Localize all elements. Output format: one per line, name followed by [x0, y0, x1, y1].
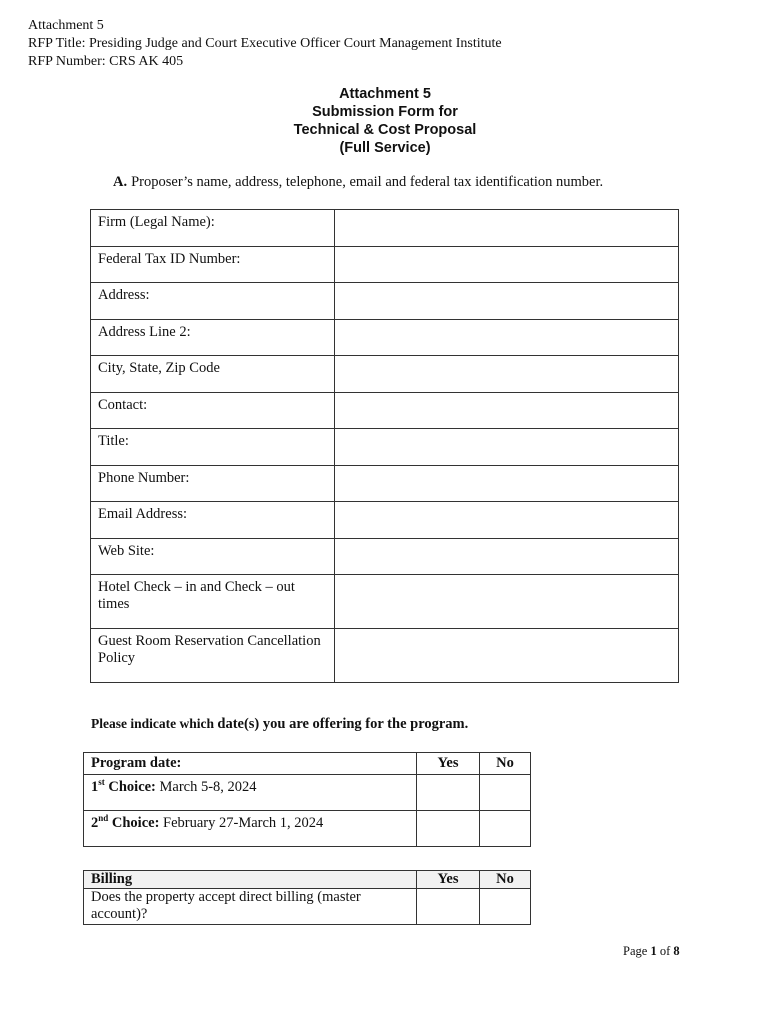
firm-name-field[interactable] — [335, 210, 679, 247]
no-header: No — [480, 753, 531, 775]
yes-header: Yes — [417, 753, 480, 775]
table-row — [91, 629, 679, 683]
form-title — [0, 85, 770, 157]
header-attachment: Attachment 5 — [28, 18, 104, 33]
phone-field[interactable] — [335, 466, 679, 502]
header-rfp-title: RFP Title: Presiding Judge and Court Executive Officer Court Management Institute — [28, 36, 502, 51]
field-label: Address: — [91, 283, 335, 320]
city-state-zip-field[interactable] — [335, 356, 679, 393]
title-line-2: Submission Form for — [312, 104, 458, 120]
page-number: Page 1 of 8 — [623, 944, 680, 958]
field-label: Hotel Check – in and Check – out times — [91, 575, 335, 629]
section-letter: A. — [113, 174, 128, 190]
field-label: Firm (Legal Name): — [91, 210, 335, 247]
document-header — [28, 17, 502, 71]
dates-prompt — [91, 716, 468, 733]
tax-id-field[interactable] — [335, 247, 679, 283]
cancellation-policy-field[interactable] — [335, 629, 679, 683]
no-header: No — [480, 871, 531, 889]
title-line-4: (Full Service) — [339, 140, 431, 156]
table-row — [84, 775, 531, 811]
proposer-info-table — [90, 209, 679, 683]
field-label: Address Line 2: — [91, 320, 335, 356]
field-label: Email Address: — [91, 502, 335, 539]
program-date-header: Program date: — [84, 753, 417, 775]
table-row — [91, 283, 679, 320]
direct-billing-question: Does the property accept direct billing (master account)? — [84, 889, 417, 925]
table-row — [91, 210, 679, 247]
header-rfp-number: RFP Number: CRS AK 405 — [28, 54, 184, 69]
title-line-1: Attachment 5 — [339, 86, 431, 102]
billing-table — [83, 870, 531, 925]
table-row — [91, 247, 679, 283]
choice-2-label: 2nd Choice: February 27-March 1, 2024 — [84, 811, 417, 847]
direct-billing-yes-cell[interactable] — [417, 889, 480, 925]
choice-2-yes-cell[interactable] — [417, 811, 480, 847]
table-header-row — [84, 871, 531, 889]
table-row — [91, 539, 679, 575]
field-label: Guest Room Reservation Cancellation Policy — [91, 629, 335, 683]
direct-billing-no-cell[interactable] — [480, 889, 531, 925]
table-row — [84, 889, 531, 925]
table-row — [91, 393, 679, 429]
contact-field[interactable] — [335, 393, 679, 429]
field-label: Phone Number: — [91, 466, 335, 502]
check-in-out-field[interactable] — [335, 575, 679, 629]
title-field[interactable] — [335, 429, 679, 466]
table-row — [91, 502, 679, 539]
choice-1-yes-cell[interactable] — [417, 775, 480, 811]
table-row — [91, 429, 679, 466]
table-row — [91, 466, 679, 502]
table-row — [91, 575, 679, 629]
prompt-part-2: date(s) you are offering for the program. — [217, 716, 469, 732]
table-row — [91, 356, 679, 393]
field-label: Web Site: — [91, 539, 335, 575]
address-line-2-field[interactable] — [335, 320, 679, 356]
field-label: City, State, Zip Code — [91, 356, 335, 393]
yes-header: Yes — [417, 871, 480, 889]
field-label: Federal Tax ID Number: — [91, 247, 335, 283]
field-label: Contact: — [91, 393, 335, 429]
address-field[interactable] — [335, 283, 679, 320]
table-header-row — [84, 753, 531, 775]
prompt-part-1: Please indicate which — [91, 716, 218, 731]
title-line-3: Technical & Cost Proposal — [293, 122, 477, 138]
section-a-heading — [113, 174, 603, 191]
billing-header: Billing — [84, 871, 417, 889]
section-a-text: Proposer’s name, address, telephone, email and federal tax identification number. — [131, 174, 604, 190]
program-date-table — [83, 752, 531, 847]
choice-1-label: 1st Choice: March 5-8, 2024 — [84, 775, 417, 811]
table-row — [91, 320, 679, 356]
table-row — [84, 811, 531, 847]
email-field[interactable] — [335, 502, 679, 539]
field-label: Title: — [91, 429, 335, 466]
choice-2-no-cell[interactable] — [480, 811, 531, 847]
choice-1-no-cell[interactable] — [480, 775, 531, 811]
website-field[interactable] — [335, 539, 679, 575]
